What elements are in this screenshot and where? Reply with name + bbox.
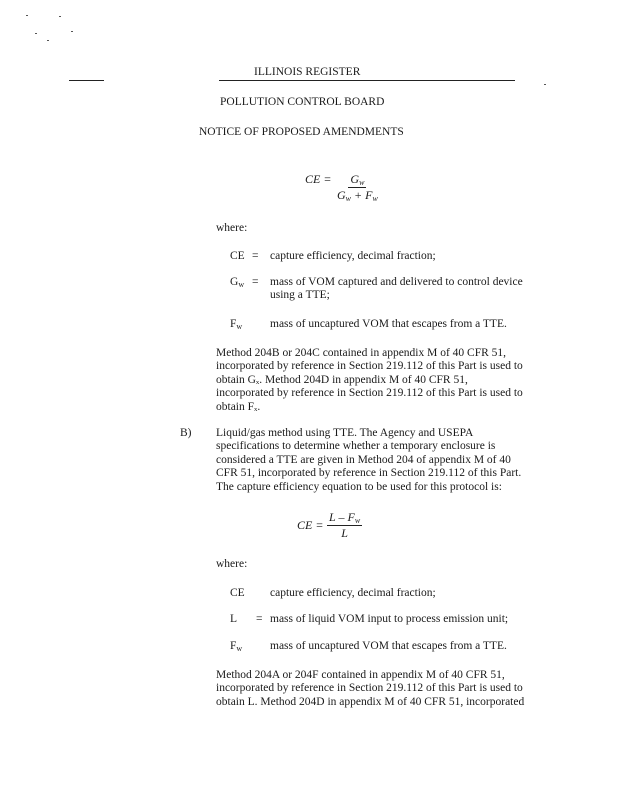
def-symbol: CE: [230, 250, 245, 262]
def1-symbol-gw: [230, 276, 244, 289]
method-paragraph-2: [216, 669, 524, 709]
paragraph-line: obtain L. Method 204D in appendix M of 40 CFR 51, incorporated: [216, 695, 525, 708]
eq2-num-minus: –: [338, 510, 345, 524]
def2-text-fw: mass of uncaptured VOM that escapes from a TTE.: [270, 640, 507, 652]
notice-title: NOTICE OF PROPOSED AMENDMENTS: [199, 126, 404, 138]
eq2-numerator: [327, 510, 362, 526]
def-symbol: CE: [230, 587, 245, 599]
eq1-equals: =: [323, 172, 332, 186]
def1-symbol-fw: [230, 318, 242, 331]
def1-equals-ce: =: [252, 250, 259, 262]
scan-speck: [59, 16, 61, 17]
def-symbol: G: [230, 276, 239, 288]
eq1-denominator: [335, 188, 380, 203]
eq2-num-b: F: [347, 510, 355, 524]
def-symbol: F: [230, 318, 237, 330]
header-rule-left: [69, 80, 104, 81]
scan-speck: [544, 84, 546, 85]
eq1-num-sub: w: [359, 178, 365, 187]
paragraph-line: incorporated by reference in Section 219.112 of this Part is used to: [216, 387, 523, 400]
equation-1-fraction: [335, 172, 380, 203]
scan-speck: [35, 33, 37, 34]
paragraph-line: incorporated by reference in Section 219.112 of this Part is used to: [216, 682, 523, 695]
eq2-num-a: L: [329, 510, 336, 524]
item-b-label: B): [180, 427, 192, 439]
method-paragraph-1: [216, 347, 523, 414]
eq2-num-b-sub: w: [354, 516, 361, 525]
scan-speck: [71, 31, 73, 32]
def2-symbol-ce: [230, 587, 245, 600]
eq2-denominator: [339, 526, 350, 541]
eq1-den-b-sub: w: [372, 194, 378, 203]
eq1-den-a-sub: w: [345, 194, 352, 203]
paragraph-line: specifications to determine whether a temporary enclosure is: [216, 440, 496, 453]
eq1-lhs: CE: [305, 172, 321, 186]
def-symbol: L: [230, 613, 238, 625]
eq1-num-symbol: G: [350, 172, 360, 186]
eq1-den-b: F: [365, 188, 373, 202]
def-symbol: F: [230, 640, 237, 652]
def-line: using a TTE;: [270, 289, 330, 302]
scan-speck: [47, 40, 49, 41]
def-symbol-sub: w: [236, 322, 243, 331]
paragraph-line: obtain Gₓ. Method 204D in appendix M of 40 CFR 51,: [216, 373, 468, 386]
equation-1: [305, 172, 331, 187]
def1-equals-gw: =: [252, 276, 259, 288]
def2-text-l: mass of liquid VOM input to process emission unit;: [270, 613, 509, 625]
def1-text-ce: capture efficiency, decimal fraction;: [270, 250, 436, 262]
paragraph-line: incorporated by reference in Section 219.112 of this Part is used to: [216, 360, 523, 373]
eq1-den-a: G: [337, 188, 346, 202]
def2-equals-l: =: [256, 613, 263, 625]
header-rule-right: [219, 80, 515, 81]
paragraph-line: Liquid/gas method using TTE. The Agency and USEPA: [216, 427, 474, 439]
def2-text-ce: capture efficiency, decimal fraction;: [270, 587, 436, 599]
where-label-1: where:: [216, 222, 248, 234]
def1-text-fw: mass of uncaptured VOM that escapes from a TTE.: [270, 318, 507, 330]
paragraph-line: Method 204B or 204C contained in appendix M of 40 CFR 51,: [216, 347, 507, 359]
board-title: POLLUTION CONTROL BOARD: [220, 96, 385, 108]
register-title: ILLINOIS REGISTER: [254, 66, 361, 78]
equation-2: [297, 518, 323, 533]
paragraph-line: considered a TTE are given in Method 204 of appendix M of 40: [216, 453, 511, 466]
paragraph-line: CFR 51, incorporated by reference in Section 219.112 of this Part.: [216, 467, 522, 480]
paragraph-line: Method 204A or 204F contained in appendix M of 40 CFR 51,: [216, 669, 505, 681]
eq2-equals: =: [315, 518, 324, 532]
item-b-text: [216, 427, 521, 494]
paragraph-line: obtain Fₓ.: [216, 400, 261, 413]
eq1-den-plus: +: [354, 188, 363, 202]
def1-symbol-ce: [230, 250, 245, 263]
paragraph-line: The capture efficiency equation to be used for this protocol is:: [216, 480, 502, 493]
def-symbol-sub: w: [236, 644, 243, 653]
scan-speck: [26, 15, 28, 16]
eq2-den: L: [341, 526, 348, 540]
def-line: mass of VOM captured and delivered to control device: [270, 276, 523, 288]
def1-text-gw: [270, 276, 523, 303]
eq1-numerator: [348, 172, 366, 188]
def2-symbol-l: [230, 613, 237, 626]
def2-symbol-fw: [230, 640, 242, 653]
def-symbol-sub: w: [238, 280, 245, 289]
eq2-lhs: CE: [297, 518, 313, 532]
where-label-2: where:: [216, 558, 248, 570]
equation-2-fraction: [327, 510, 362, 541]
